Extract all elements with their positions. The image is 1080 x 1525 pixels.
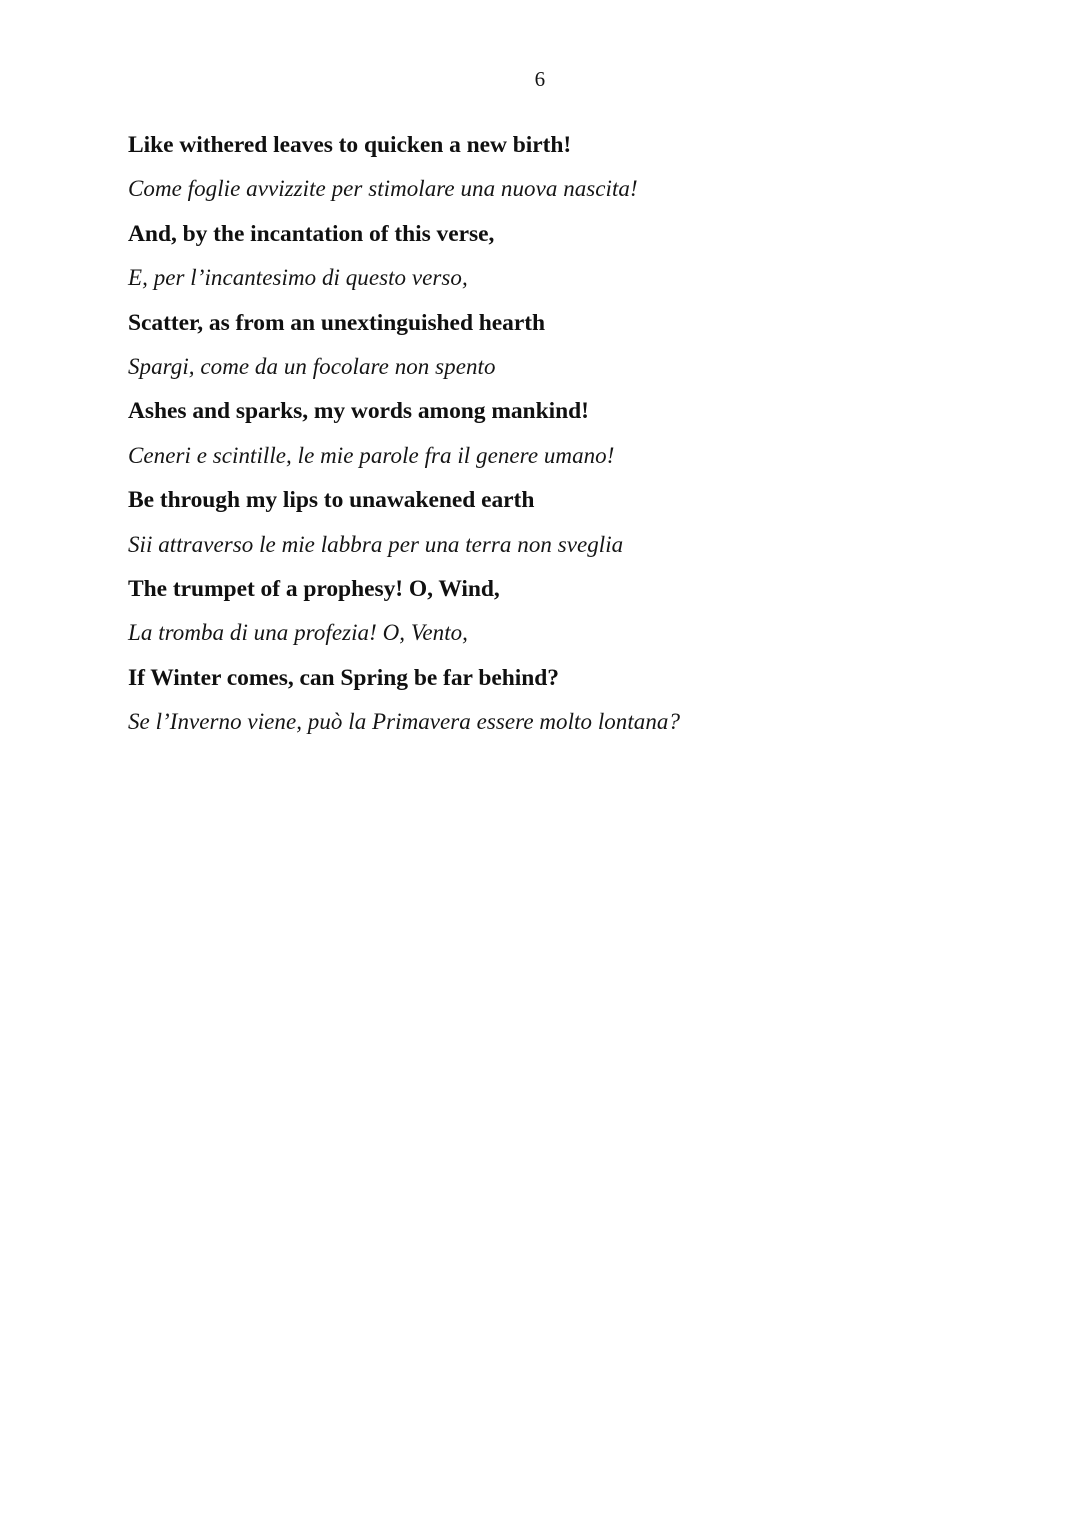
verse-line-english [128, 308, 958, 352]
verse-line-english [128, 396, 958, 440]
verse-line-italian [128, 441, 958, 485]
verse-line-text: Sii attraverso le mie labbra per una terra non sveglia [128, 531, 624, 557]
verse-line-english [128, 663, 958, 707]
verse-line-text: The trumpet of a prophesy! O, Wind, [128, 575, 500, 602]
poem-text-block [128, 130, 958, 751]
page-number: 6 [534, 67, 546, 91]
verse-line-italian [128, 352, 958, 396]
verse-line-english [128, 130, 958, 174]
verse-line-text: E, per l’incantesimo di questo verso, [128, 265, 468, 291]
verse-line-english [128, 485, 958, 529]
verse-line-italian [128, 263, 958, 307]
verse-line-text: Scatter, as from an unextinguished hearth [128, 309, 546, 336]
verse-line-text: Be through my lips to unawakened earth [128, 487, 535, 514]
verse-line-italian [128, 707, 958, 751]
verse-line-text: Spargi, come da un focolare non spento [128, 353, 496, 379]
verse-line-text: And, by the incantation of this verse, [128, 220, 495, 247]
verse-line-text: Se l’Inverno viene, può la Primavera essere molto lontana? [128, 709, 681, 735]
verse-line-english [128, 574, 958, 618]
verse-line-text: Ceneri e scintille, le mie parole fra il genere umano! [128, 442, 615, 468]
verse-line-text: Like withered leaves to quicken a new birth! [128, 132, 572, 158]
verse-line-english [128, 219, 958, 263]
verse-line-text: Ashes and sparks, my words among mankind! [128, 398, 589, 425]
verse-line-text: La tromba di una profezia! O, Vento, [128, 620, 468, 646]
verse-line-text: If Winter comes, can Spring be far behind? [128, 664, 559, 691]
verse-line-italian [128, 530, 958, 574]
verse-line-italian [128, 174, 958, 218]
verse-line-text: Come foglie avvizzite per stimolare una nuova nascita! [128, 176, 638, 202]
verse-line-italian [128, 618, 958, 662]
